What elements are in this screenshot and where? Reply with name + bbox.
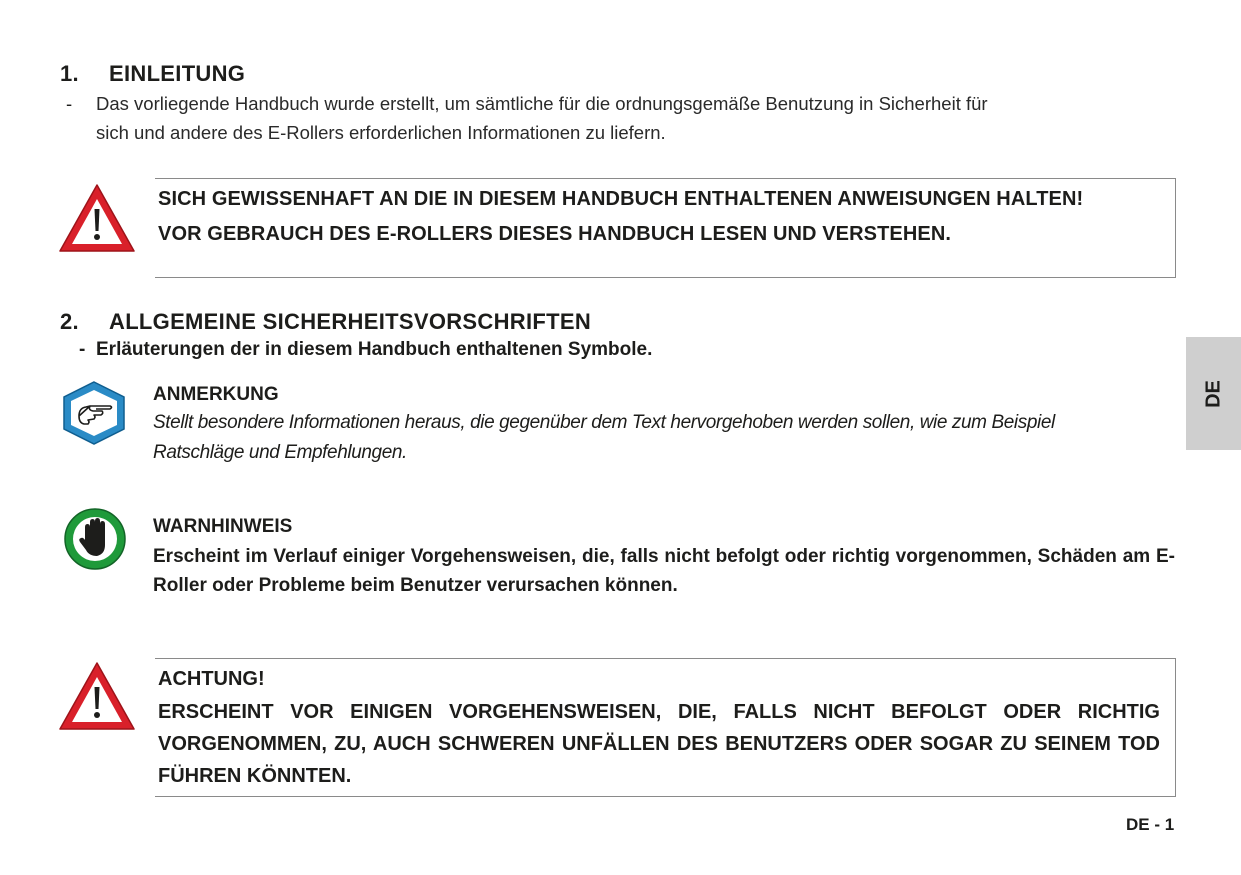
section2-number: 2. xyxy=(60,309,79,334)
section2-title: ALLGEMEINE SICHERHEITSVORSCHRIFTEN xyxy=(109,309,592,334)
warning-triangle-icon xyxy=(58,660,136,732)
stop-hand-icon xyxy=(63,507,127,571)
warning-triangle-icon xyxy=(58,182,136,254)
section1-text-line2: sich und andere des E-Rollers erforderlichen Informationen zu liefern. xyxy=(96,122,666,143)
anmerkung-label: ANMERKUNG xyxy=(153,384,279,405)
section1-text-line1: Das vorliegende Handbuch wurde erstellt, um sämtliche für die ordnungsgemäße Benutzung in Sicherheit für xyxy=(96,93,988,114)
warning-box1-line2: VOR GEBRAUCH DES E-ROLLERS DIESES HANDBUCH LESEN UND VERSTEHEN. xyxy=(158,223,952,245)
warnhinweis-text: Erscheint im Verlauf einiger Vorgehensweisen, die, falls nicht befolgt oder richtig vorgenommen, Schäden am E-Roller oder Probleme beim Benutzer verursachen können. xyxy=(153,546,1175,596)
section2-bullet: - xyxy=(79,339,86,360)
achtung-box xyxy=(155,658,1176,797)
pointing-hand-icon xyxy=(60,380,128,446)
section1-bullet: - xyxy=(66,93,73,114)
warnhinweis-label: WARNHINWEIS xyxy=(153,516,293,537)
achtung-label: ACHTUNG! xyxy=(158,668,265,690)
section1-title: EINLEITUNG xyxy=(109,61,246,86)
anmerkung-line1: Stellt besondere Informationen heraus, die gegenüber dem Text hervorgehoben werden sollen, wie zum Beispiel xyxy=(153,412,1055,433)
language-side-tab-label: DE xyxy=(1202,379,1224,408)
section2-subtitle: Erläuterungen der in diesem Handbuch enthaltenen Symbole. xyxy=(96,339,653,360)
language-side-tab xyxy=(1186,337,1241,450)
warning-box1-line1: SICH GEWISSENHAFT AN DIE IN DIESEM HANDBUCH ENTHALTENEN ANWEISUNGEN HALTEN! xyxy=(158,188,1084,210)
warning-box1 xyxy=(155,178,1176,278)
anmerkung-line2: Ratschläge und Empfehlungen. xyxy=(153,442,407,463)
page-number: DE - 1 xyxy=(1126,815,1175,834)
achtung-text: ERSCHEINT VOR EINIGEN VORGEHENSWEISEN, DIE, FALLS NICHT BEFOLGT ODER RICHTIG VORGENOMMEN, ZU, AUCH SCHWEREN UNFÄLLEN DES BENUTZERS ODER SOGAR ZU SEINEM TOD FÜHREN KÖNNTEN. xyxy=(158,701,1160,787)
section1-number: 1. xyxy=(60,61,79,86)
